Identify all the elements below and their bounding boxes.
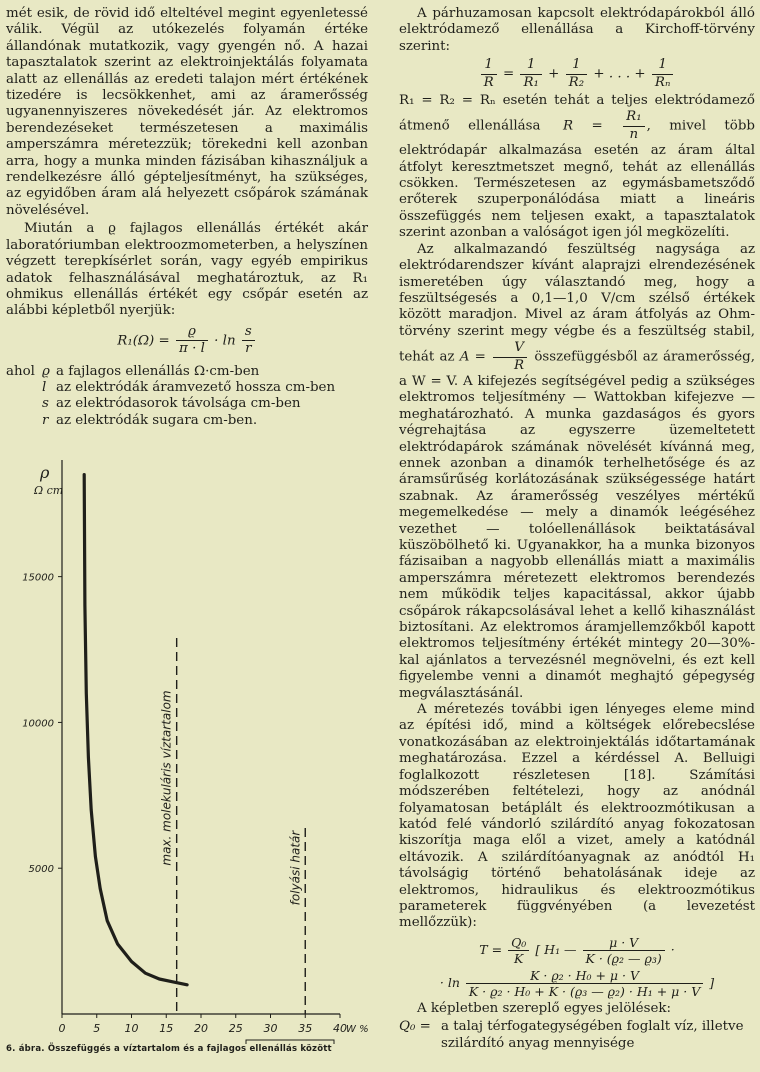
right-paragraph-2a: R₁ = R₂ = Rₙ esetén tehát a teljes elektródamező átmenő ellenállása: [399, 93, 755, 134]
time-close: ]: [709, 974, 715, 990]
right-paragraph-3b: összefüggésből az áramerősség, a W = V. A kifejezés segítségével pedig a szükséges elektromos teljesítmény — Wattokban kifejezve — meghatározható. A munka gazdaságos és gyors végrehajtása az egyszerre üzemeltetett elektródapárok számának növelését kívánná meg, ennek azonban a dinamók terhelhetősége és az áramsűrűség korlátozásának szükségessége határt szabnak. Az áramerősség veszélyes mértékű megemelkedése — mely a dinamók leégéséhez vezethet — tolóellenállások beiktatásával küszöbölhető ki. Ugyanakkor, ha a munka bizonyos fázisaiban a nagyobb ellenállás miatt a maximális amperszámra méretezett elektromos berendezés nem működik teljes kapacitással, akkor újabb csőpárok rákapcsolásával lehet a kellő kihasználást biztosítani. Az elektromos áramjellemzőkből kapott elektromos teljesítmény értékét mintegy 20—30%-kal ajánlatos a tervezésnél megnövelni, és ezt kell figyelembe venni a dinamót meghajtó gépegység megválasztásánál.: [399, 349, 755, 701]
definition-indent: [6, 413, 42, 429]
kirchoff-tn-den: Rₙ: [654, 74, 671, 90]
kirchoff-t2-num: 1: [566, 57, 587, 74]
figure-6: [0, 448, 370, 1072]
time-q0: Q₀: [508, 935, 529, 951]
definition-row: [6, 380, 368, 396]
right-paragraph-1: A párhuzamosan kapcsolt elektródapárokból álló elektródamező ellenállása a Kirchoff-törvény szerint:: [399, 6, 755, 54]
time-inner-den: K · (ϱ₂ — ϱ₃): [585, 950, 662, 966]
figure-caption: 6. ábra. Összefüggés a víztartalom és a fajlagos ellenállás között: [6, 1044, 332, 1054]
q0-definition: [399, 1019, 755, 1052]
r-eq-den: n: [629, 126, 639, 142]
x-tick-label: 20: [194, 1022, 208, 1035]
time-ln: · ln: [439, 974, 460, 990]
right-paragraph-4: A méretezés további igen lényeges eleme mind az építési idő, mind a költségek előrebecslése vonatkozásában az elektroinjektálás időtartamának meghatározása. Ezzel a kérdéssel A. Belluigi foglalkozott részletesen [18]. Számítási módszerében feltételezi, hogy az anódnál folyamatosan betáplált és elektroozmótikusan a katód felé vándorló szilárdító anyag fokozatosan kiszorítja maga elől a vizet, amely a katódnál eltávozik. A szilárdítóanyagnak az anódtól H₁ távolságig történő behatolásának ideje az elektromos, hidraulikus és elektroozmótikus parameterek függvényében (a levezetést mellőzzük):: [399, 702, 755, 931]
definition-symbol: s: [42, 396, 49, 412]
reference-line-label: max. molekuláris víztartalom: [159, 690, 174, 866]
kirchoff-dots: + . . . +: [593, 66, 646, 82]
kirchoff-lhs-num: 1: [481, 57, 497, 74]
formula-r1-num2: s: [242, 324, 255, 341]
formula-r1-den: π · l: [179, 341, 205, 357]
a-eq-fraction: [493, 340, 527, 374]
right-paragraph-5: A képletben szereplő egyes jelölések:: [417, 1000, 672, 1016]
y-axis-unit: Ω cm: [34, 484, 64, 497]
right-paragraph-3: [399, 242, 755, 702]
time-inner: [583, 935, 665, 966]
definition-row: [6, 396, 368, 412]
r-eq-lhs-text: R =: [562, 118, 603, 134]
definition-text: az elektródasorok távolsága cm-ben: [56, 396, 301, 412]
right-paragraph-2: [399, 93, 755, 242]
a-eq-num: V: [493, 340, 527, 357]
r-eq-fraction: [623, 109, 644, 143]
definition-symbol: l: [42, 379, 47, 395]
reference-line-label: folyási határ: [288, 830, 303, 906]
formula-r1-den2: r: [245, 341, 252, 357]
x-tick-label: 35: [298, 1022, 313, 1035]
definition-row: [6, 364, 368, 380]
kirchoff-t2-den: R₂: [568, 74, 585, 90]
formula-time-line1: [399, 935, 755, 966]
definition-indent: [6, 380, 42, 396]
formula-time: [399, 935, 755, 999]
a-eq-den: R: [514, 357, 525, 373]
definition-list: [6, 364, 368, 430]
y-axis-label: ρ: [40, 463, 50, 482]
time-ln-den: K · ϱ₂ · H₀ + K · (ϱ₃ — ϱ₂) · H₁ + μ · V: [468, 983, 701, 999]
left-paragraph-2: Miután a ϱ fajlagos ellenállás értékét akár laboratóriumban elektroozmometerben, a helyszínen végzett terepkísérlet során, vagy egyéb empirikus adatok felhasználásával meghatároztuk, az R₁ ohmikus ellenállás értékét egy csőpár esetén az alábbi képletből nyerjük:: [6, 221, 368, 319]
chart-svg: [0, 448, 370, 1044]
definition-symbol: ϱ: [42, 363, 50, 379]
x-axis-unit: W %: [346, 1024, 369, 1035]
x-tick-label: 0: [58, 1022, 66, 1035]
kirchoff-t2: [566, 57, 587, 91]
formula-r1: [6, 324, 368, 358]
time-q0k: [508, 935, 529, 966]
definition-row: [6, 413, 368, 429]
definition-text: az elektródák sugara cm-ben.: [56, 412, 258, 428]
definition-text: az elektródák áramvezető hossza cm-ben: [56, 379, 336, 395]
x-tick-label: 40: [333, 1022, 347, 1035]
formula-r1-frac2: [242, 324, 255, 358]
formula-r1-ln: · ln: [214, 333, 236, 349]
time-inner-num: μ · V: [583, 935, 665, 951]
formula-time-line2: [399, 968, 755, 999]
q0-symbol: Q₀ =: [399, 1019, 431, 1035]
definition-symbol: r: [42, 412, 49, 428]
definition-indent: [6, 396, 42, 412]
kirchoff-t1-den: R₁: [523, 74, 539, 90]
a-eq-lhs: A =: [459, 349, 486, 365]
formula-kirchoff: $\frac{1}{R}$ = $\frac{1}{\text{R₁}}$ + $\frac{1}{\text{R₂}}$ + . . . + $\frac{1}{\text{Rₙ}}$: [399, 57, 755, 91]
left-column: [6, 6, 368, 429]
q0-text: a talaj térfogategységében foglalt víz, illetve szilárdító anyag mennyisége: [441, 1019, 744, 1051]
kirchoff-t1-num: 1: [520, 57, 541, 74]
x-tick-label: 30: [263, 1022, 278, 1035]
y-tick-label: 10000: [22, 718, 54, 730]
time-k: K: [514, 950, 524, 966]
time-lhs: T =: [479, 941, 503, 957]
x-tick-label: 15: [159, 1022, 174, 1035]
x-tick-label: 10: [124, 1022, 139, 1035]
time-ln-num: K · ϱ₂ · H₀ + μ · V: [466, 968, 703, 984]
right-paragraph-3a: Az alkalmazandó feszültség nagysága az elektródarendszer kívánt alaprajzi elrendezésének ismeretében úgy választandó meg, hogy a feszültségesés a 0,1—1,0 V/cm szélső értékek között maradjon. Mivel az áram átfolyás az Ohm-törvény szerint megy végbe és a feszültség stabil, tehát az: [399, 241, 755, 365]
r-eq-num: R₁: [623, 109, 644, 126]
right-column: [399, 6, 755, 1052]
kirchoff-lhs: [481, 57, 497, 91]
y-tick-label: 15000: [22, 572, 54, 584]
definition-lead: ahol: [6, 363, 35, 379]
time-bracket: [ H₁ —: [535, 941, 577, 957]
formula-r1-lhs: R₁(Ω) =: [117, 333, 170, 349]
kirchoff-t1: [520, 57, 541, 91]
formula-r1-num: ϱ: [176, 324, 208, 341]
y-tick-label: 5000: [28, 864, 54, 876]
kirchoff-lhs-den: R: [483, 74, 494, 90]
time-tail: ·: [670, 941, 675, 957]
kirchoff-tn-num: 1: [652, 57, 674, 74]
left-paragraph-1: mét esik, de rövid idő elteltével megint egyenletessé válik. Végül az utókezelés folyamán értéke állandónak mutatkozik, vagy gyengén nő. A hazai tapasztalatok szerint az elektroinjektálás folyamata alatt az ellenállás az eredeti talajon mért értékének tizedére is lecsökkenhet, ami az áramerősség ugyanennyiszeres növekedését jár. Az elektromos berendezéseket természetesen a maximális amperszámra méretezzük; törekedni kell azonban arra, hogy a munka minden fázisában kihasználjuk a rendelkezésre álló gépteljesítményt, ha szükséges, az egyidőben áram alá helyezett csőpárok számának növelésével.: [6, 6, 368, 218]
kirchoff-tn: [652, 57, 674, 91]
x-tick-label: 25: [228, 1022, 243, 1035]
time-ln-frac: [466, 968, 703, 999]
formula-r1-frac: [176, 324, 208, 358]
x-tick-label: 5: [93, 1022, 101, 1035]
right-paragraph-2b: , mivel több elektródapár alkalmazása esetén az áram által átfolyt keresztmetszet megnő, tehát az ellenállás csökken. Természetesen az egymásbametsződő erőterek szuperponálódása miatt a lineáris összefüggés nem teljesen exakt, a tapasztalatok szerint azonban a valóságot igen jól megközelíti.: [399, 118, 755, 241]
definition-text: a fajlagos ellenállás Ω·cm-ben: [56, 363, 260, 379]
